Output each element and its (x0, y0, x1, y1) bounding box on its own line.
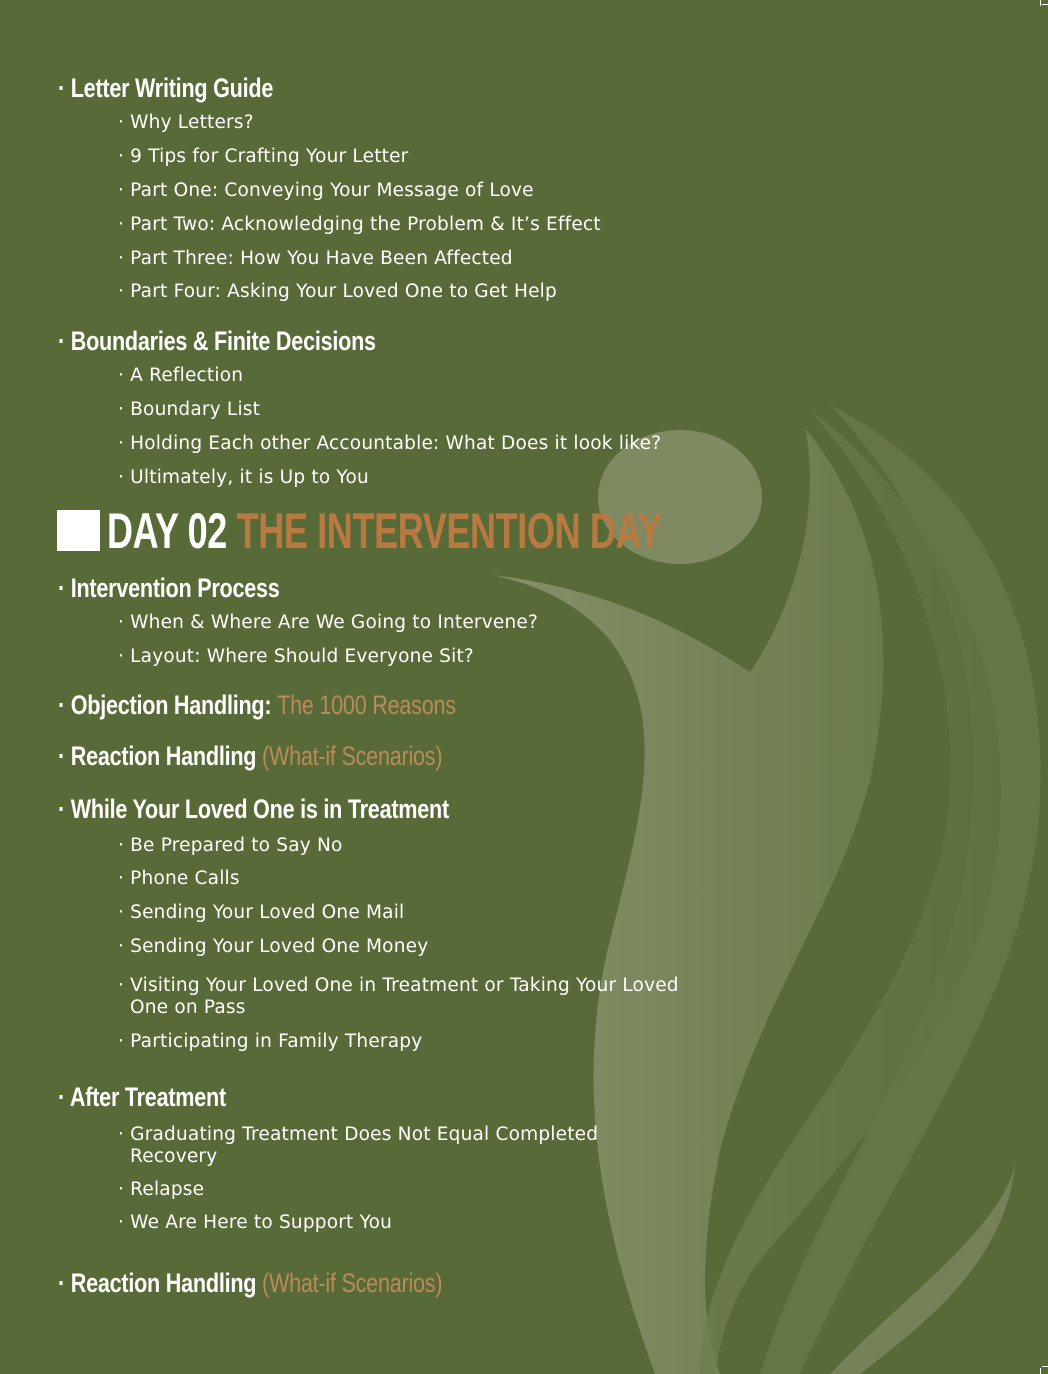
heading-accent: The 1000 Reasons (277, 690, 456, 720)
section-heading-intervention: · Intervention Process (58, 573, 280, 603)
day-label: DAY 02 (107, 503, 227, 559)
section-heading-treatment: · While Your Loved One is in Treatment (58, 794, 449, 824)
list-item: · 9 Tips for Crafting Your Letter (118, 146, 409, 167)
list-item: · Sending Your Loved One Mail (118, 902, 405, 923)
list-item: · Part One: Conveying Your Message of Love (118, 180, 534, 201)
heading-text: · Objection Handling: (58, 690, 272, 720)
list-item: · Part Four: Asking Your Loved One to Get Help (118, 281, 557, 302)
list-item: · Be Prepared to Say No (118, 835, 343, 856)
list-item-graduating (118, 1124, 598, 1168)
list-item: · When & Where Are We Going to Intervene? (118, 612, 538, 633)
list-item-line: · Graduating Treatment Does Not Equal Completed (118, 1124, 599, 1145)
list-item: · Phone Calls (118, 868, 240, 889)
list-item: · Layout: Where Should Everyone Sit? (118, 646, 474, 667)
list-item: · Part Two: Acknowledging the Problem & It’s Effect (118, 214, 601, 235)
section-heading-reaction-2 (58, 1267, 442, 1299)
heading-accent: (What-if Scenarios) (262, 1268, 443, 1298)
section-heading-letter-writing: · Letter Writing Guide (58, 73, 274, 103)
section-heading-boundaries: · Boundaries & Finite Decisions (58, 326, 376, 356)
list-item: · Sending Your Loved One Money (118, 936, 429, 957)
crop-mark (1042, 4, 1048, 5)
list-item-line: · Visiting Your Loved One in Treatment or Taking Your Loved (118, 975, 679, 996)
list-item: · Boundary List (118, 399, 261, 420)
list-item: · Ultimately, it is Up to You (118, 467, 369, 488)
list-item: · Why Letters? (118, 112, 254, 133)
day-marker-box (57, 510, 100, 551)
list-item: · Holding Each other Accountable: What Does it look like? (118, 433, 662, 454)
list-item-line: Recovery (130, 1146, 218, 1167)
list-item-visiting (118, 975, 679, 1019)
list-item: · Relapse (118, 1179, 205, 1200)
crop-mark (1040, 1368, 1041, 1374)
day-subtitle: THE INTERVENTION DAY (236, 503, 662, 559)
heading-text: · Reaction Handling (58, 1268, 257, 1298)
crop-mark (1040, 0, 1041, 6)
section-heading-after-treatment: · After Treatment (58, 1082, 226, 1112)
list-item: · A Reflection (118, 365, 244, 386)
list-item: · Part Three: How You Have Been Affected (118, 248, 513, 269)
heading-text: · Reaction Handling (58, 741, 257, 771)
section-heading-objection (58, 689, 456, 721)
list-item-line: One on Pass (130, 997, 246, 1018)
crop-mark (1042, 1366, 1048, 1367)
list-item: · Participating in Family Therapy (118, 1031, 423, 1052)
section-heading-reaction (58, 740, 442, 772)
list-item: · We Are Here to Support You (118, 1212, 393, 1233)
day-title (107, 503, 661, 559)
heading-accent: (What-if Scenarios) (262, 741, 443, 771)
